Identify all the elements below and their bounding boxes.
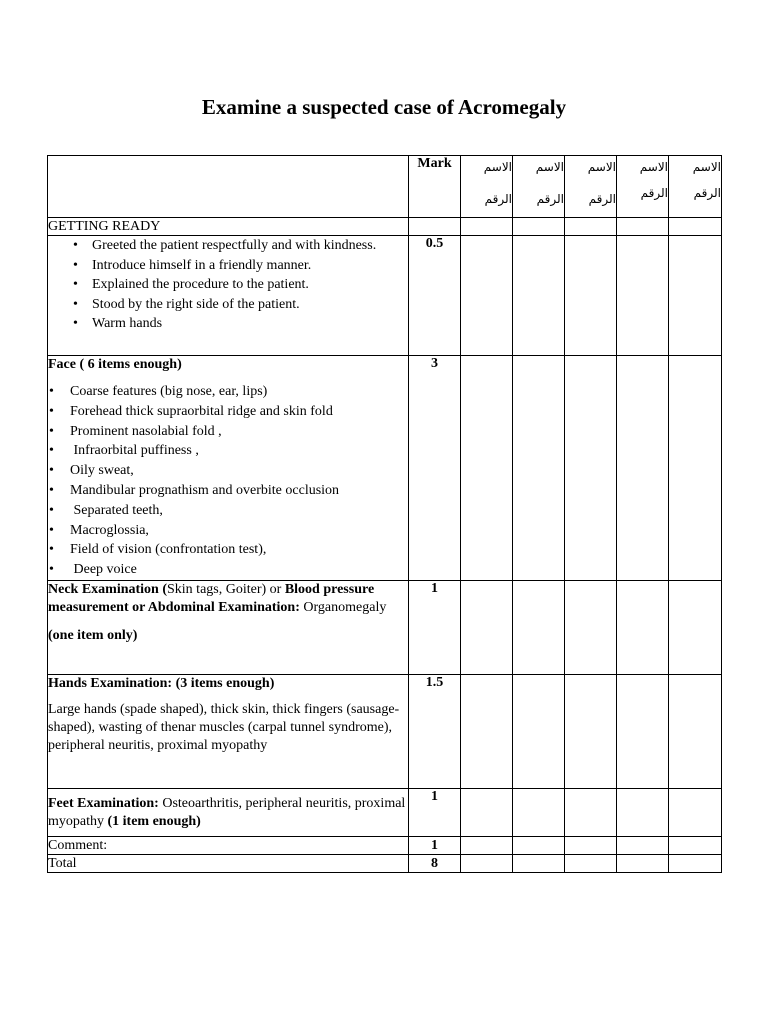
neck-items: Skin tags, Goiter) or	[167, 582, 285, 597]
hands-mark: 1.5	[409, 675, 461, 789]
section-row-feet	[48, 789, 722, 837]
getting-ready-items-cell	[48, 236, 409, 356]
neck-alt-items: Organomegaly	[299, 600, 387, 615]
comment-mark: 1	[409, 837, 461, 855]
student-name-label: الاسم	[639, 160, 668, 174]
section-row-hands	[48, 675, 722, 789]
comment-label: Comment:	[48, 837, 409, 855]
neck-alt-label: Blood pressure measurement or Abdominal Examination:	[48, 582, 375, 615]
student-name-label: الاسم	[587, 160, 616, 174]
student-col-1	[461, 156, 513, 218]
section-row-total	[48, 855, 722, 873]
section-row-getting-ready-heading	[48, 218, 722, 236]
student-number-label: الرقم	[693, 186, 721, 200]
student-name-label: الاسم	[535, 160, 564, 174]
list-item: • Infraorbital puffiness ,	[70, 441, 408, 461]
list-item: • Introduce himself in a friendly manner.	[92, 256, 408, 276]
getting-ready-mark: 0.5	[409, 236, 461, 356]
list-item: • Macroglossia,	[70, 521, 408, 541]
face-list	[48, 382, 408, 580]
hands-cell	[48, 675, 409, 789]
getting-ready-heading: GETTING READY	[48, 218, 409, 236]
neck-cell	[48, 581, 409, 675]
header-row	[48, 156, 722, 218]
header-blank-cell	[48, 156, 409, 218]
hands-text: Large hands (spade shaped), thick skin, thick fingers (sausage-shaped), wasting of thenar muscles (carpal tunnel syndrome), peripheral neuritis, proximal myopathy	[48, 702, 400, 753]
getting-ready-list	[48, 236, 408, 334]
student-col-4	[617, 156, 669, 218]
list-item: • Coarse features (big nose, ear, lips)	[70, 382, 408, 402]
feet-text	[48, 795, 408, 831]
face-mark: 3	[409, 356, 461, 581]
section-row-face	[48, 356, 722, 581]
neck-text	[48, 581, 408, 617]
neck-mark: 1	[409, 581, 461, 675]
feet-mark: 1	[409, 789, 461, 837]
student-number-label: الرقم	[640, 186, 668, 200]
assessment-table	[47, 155, 722, 873]
student-name-label: الاسم	[483, 160, 512, 174]
list-item: • Oily sweat,	[70, 461, 408, 481]
student-number-label: الرقم	[536, 192, 564, 206]
list-item: • Separated teeth,	[70, 501, 408, 521]
page-title: Examine a suspected case of Acromegaly	[201, 95, 567, 119]
feet-note: (1 item enough)	[107, 813, 201, 829]
student-col-5	[669, 156, 722, 218]
list-item: • Deep voice	[70, 560, 408, 580]
face-cell	[48, 356, 409, 581]
mark-header: Mark	[409, 156, 461, 218]
list-item: • Mandibular prognathism and overbite occlusion	[70, 481, 408, 501]
total-mark: 8	[409, 855, 461, 873]
neck-label: Neck Examination (	[48, 582, 167, 597]
neck-note: (one item only)	[48, 628, 138, 643]
student-col-2	[513, 156, 565, 218]
list-item: • Forehead thick supraorbital ridge and skin fold	[70, 402, 408, 422]
list-item: • Prominent nasolabial fold ,	[70, 422, 408, 442]
list-item: • Warm hands	[92, 314, 408, 334]
section-row-neck	[48, 581, 722, 675]
feet-label: Feet Examination:	[48, 795, 159, 811]
student-number-label: الرقم	[588, 192, 616, 206]
face-heading: Face ( 6 items enough)	[48, 357, 182, 372]
student-number-label: الرقم	[484, 192, 512, 206]
student-col-3	[565, 156, 617, 218]
list-item: • Stood by the right side of the patient.	[92, 295, 408, 315]
list-item: • Explained the procedure to the patient.	[92, 275, 408, 295]
hands-heading: Hands Examination: (3 items enough)	[48, 676, 275, 691]
student-name-label: الاسم	[692, 160, 721, 174]
feet-cell	[48, 789, 409, 837]
section-row-getting-ready	[48, 236, 722, 356]
feet-items: Osteoarthritis, peripheral neuritis, proximal myopathy	[48, 795, 406, 829]
total-label: Total	[48, 855, 409, 873]
list-item: • Greeted the patient respectfully and with kindness.	[92, 236, 408, 256]
list-item: • Field of vision (confrontation test),	[70, 540, 408, 560]
section-row-comment	[48, 837, 722, 855]
